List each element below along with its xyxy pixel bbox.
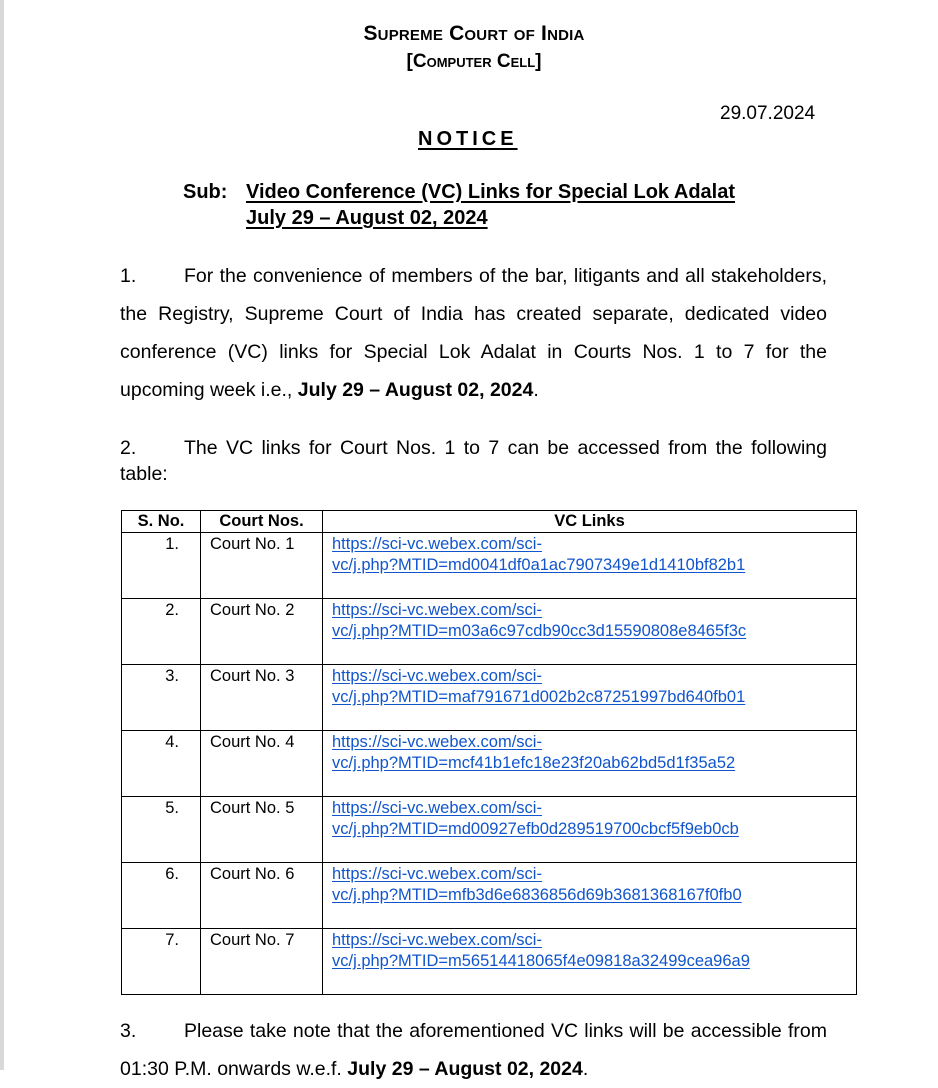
row-sno: 4. [122,731,201,797]
paragraph-end: . [582,1058,589,1080]
notice-heading: NOTICE [418,128,518,150]
paragraph-bold-dates: July 29 – August 02, 2024 [347,1058,583,1080]
row-sno: 6. [122,863,201,929]
row-sno: 3. [122,665,201,731]
vc-link-court-5[interactable] [332,799,739,838]
organization-title: Supreme Court of India [363,22,585,45]
row-court: Court No. 1 [201,533,323,599]
paragraph-end: . [533,379,539,401]
row-sno: 1. [122,533,201,599]
table-row [122,797,857,863]
link-line-1: https://sci-vc.webex.com/sci- [332,931,542,949]
vc-links-table [121,510,857,995]
row-sno: 5. [122,797,201,863]
row-court: Court No. 4 [201,731,323,797]
link-line-2: vc/j.php?MTID=md00927efb0d289519700cbcf5f9eb0cb [332,820,739,838]
link-line-1: https://sci-vc.webex.com/sci- [332,733,542,751]
link-line-1: https://sci-vc.webex.com/sci- [332,667,542,685]
header-sno: S. No. [122,511,201,533]
table-row [122,665,857,731]
subject-line-1: Video Conference (VC) Links for Special Lok Adalat [246,181,735,203]
paragraph-text: Please take note that the aforementioned VC links will be accessible from 01:30 P.M. onwards w.e.f. [120,1020,827,1080]
row-court: Court No. 5 [201,797,323,863]
row-vc-link-cell [323,533,857,599]
link-line-2: vc/j.php?MTID=mfb3d6e6836856d69b3681368167f0fb0 [332,886,742,904]
row-vc-link-cell [323,599,857,665]
paragraph-bold-dates: July 29 – August 02, 2024 [297,379,534,401]
row-sno: 2. [122,599,201,665]
link-line-1: https://sci-vc.webex.com/sci- [332,865,542,883]
paragraph-text: For the convenience of members of the bar, litigants and all stakeholders, the Registry, Supreme Court of India has created separate, dedicated video conference (VC) links for Special Lok Adalat in Courts Nos. 1 to 7 for the upcoming week i.e., [120,265,827,401]
link-line-1: https://sci-vc.webex.com/sci- [332,535,542,553]
row-vc-link-cell [323,731,857,797]
link-line-1: https://sci-vc.webex.com/sci- [332,601,542,619]
subject-line-2: July 29 – August 02, 2024 [246,207,488,229]
vc-link-court-6[interactable] [332,865,742,904]
table-row [122,533,857,599]
link-line-2: vc/j.php?MTID=m56514418065f4e09818a32499cea96a9 [332,952,750,970]
paragraph-number: 1. [120,265,137,287]
paragraph-2 [120,435,827,487]
vc-link-court-3[interactable] [332,667,745,706]
row-court: Court No. 6 [201,863,323,929]
row-sno: 7. [122,929,201,995]
row-court: Court No. 3 [201,665,323,731]
link-line-2: vc/j.php?MTID=mcf41b1efc18e23f20ab62bd5d1f35a52 [332,754,736,772]
table-row [122,863,857,929]
paragraph-number: 3. [120,1020,137,1042]
paragraph-1 [120,257,827,409]
vc-link-court-7[interactable] [332,931,750,970]
paragraph-number: 2. [120,437,137,459]
notice-date: 29.07.2024 [720,103,816,124]
row-vc-link-cell [323,797,857,863]
vc-link-court-1[interactable] [332,535,745,574]
row-vc-link-cell [323,863,857,929]
page-edge [0,0,4,1070]
header-court: Court Nos. [201,511,323,533]
department-title: [Computer Cell] [406,51,542,72]
table-row [122,731,857,797]
vc-link-court-4[interactable] [332,733,735,772]
link-line-1: https://sci-vc.webex.com/sci- [332,799,542,817]
row-court: Court No. 2 [201,599,323,665]
table-header-row [122,511,857,533]
row-vc-link-cell [323,929,857,995]
table-row [122,599,857,665]
row-vc-link-cell [323,665,857,731]
row-court: Court No. 7 [201,929,323,995]
paragraph-text: The VC links for Court Nos. 1 to 7 can be accessed from the following table: [120,437,827,485]
link-line-2: vc/j.php?MTID=m03a6c97cdb90cc3d15590808e8465f3c [332,622,747,640]
paragraph-3 [120,1012,827,1088]
subject-label: Sub: [183,181,228,203]
link-line-2: vc/j.php?MTID=maf791671d002b2c87251997bd640fb01 [332,688,746,706]
table-row [122,929,857,995]
vc-link-court-2[interactable] [332,601,746,640]
link-line-2: vc/j.php?MTID=md0041df0a1ac7907349e1d1410bf82b1 [332,556,746,574]
header-vc-links: VC Links [323,511,857,533]
